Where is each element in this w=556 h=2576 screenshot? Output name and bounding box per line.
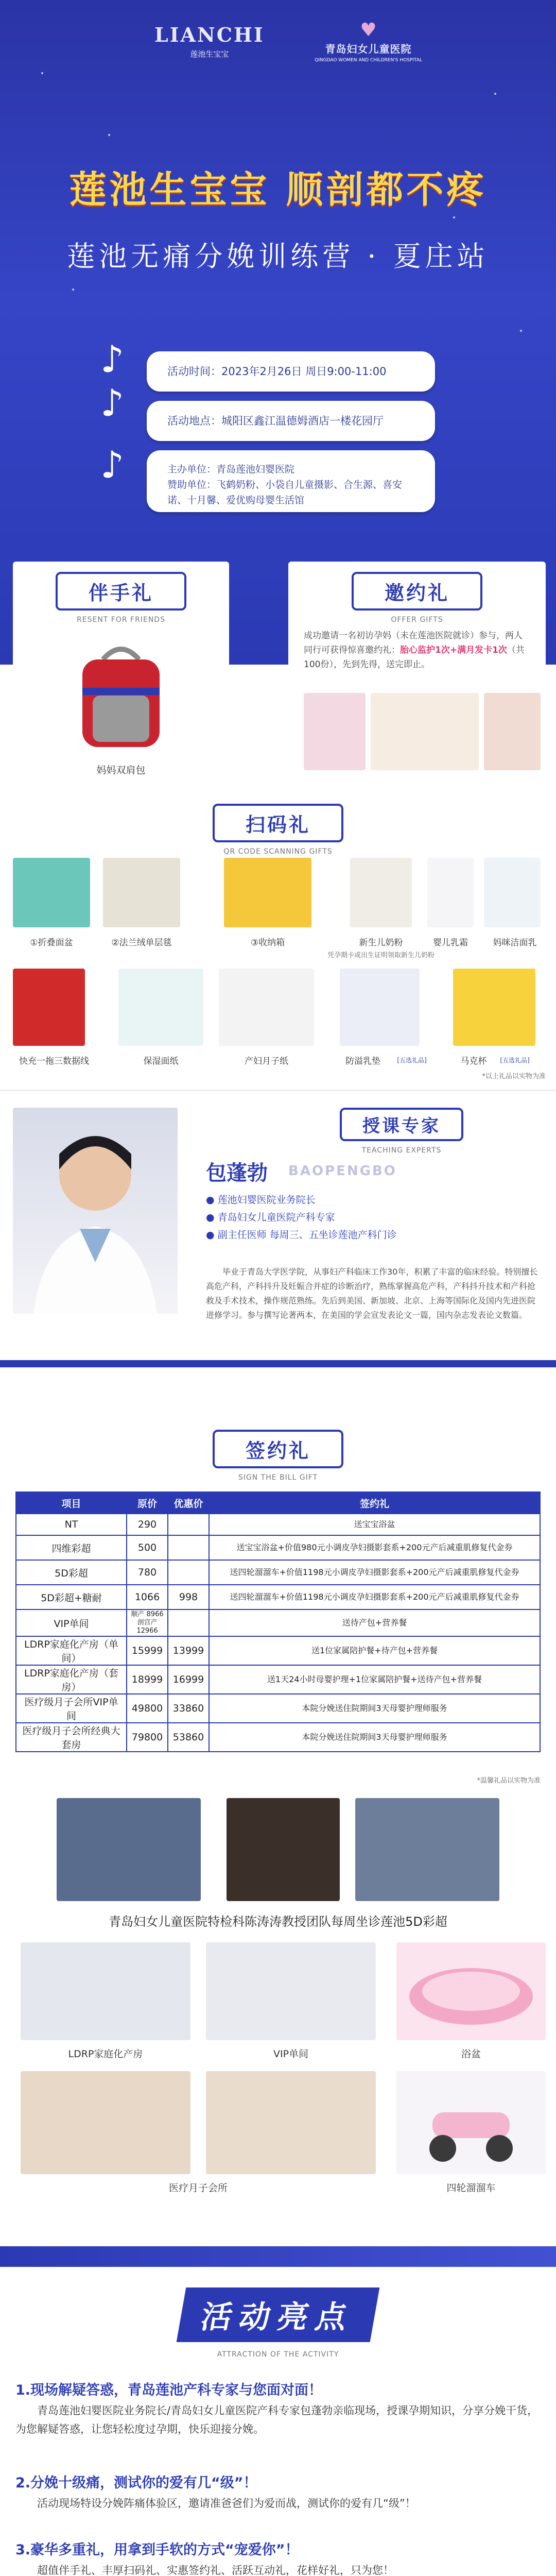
music-note-icon: ♪: [100, 381, 124, 425]
gift-basin-image: [13, 858, 90, 927]
baby-photo-image: [484, 693, 541, 770]
highlights-title: 活动亮点: [177, 2287, 380, 2342]
highlight-head: 3.豪华多重礼，用拿到手软的方式“宠爱你”！: [15, 2542, 299, 2558]
col-header: 优惠价: [168, 1492, 209, 1514]
table-row: [16, 1560, 540, 1585]
logo-cn: 莲池生宝宝: [190, 49, 229, 59]
expert-photo: [13, 1108, 178, 1314]
divider: [0, 1360, 556, 1367]
table-cell: 5D彩超: [16, 1560, 127, 1585]
expert-name-en: BAOPENGBO: [288, 1163, 397, 1179]
divider-bar: [0, 2246, 556, 2267]
table-cell: 送1位家属陪护餐+待产包+营养餐: [209, 1636, 540, 1665]
gift-milk-image: [350, 858, 412, 927]
expert-header: [309, 1108, 494, 1155]
highlight-item-2: [15, 2473, 541, 2513]
expert-name: 包蓬勃: [206, 1161, 268, 1185]
table-cell: LDRP家庭化产房（单间）: [16, 1636, 127, 1665]
highlight-item-3: [15, 2540, 541, 2576]
table-cell: 送待产包+营养餐: [209, 1609, 540, 1636]
expert-subtitle: TEACHING EXPERTS: [361, 1146, 442, 1155]
maternity-club-photo-2: [206, 2071, 376, 2174]
table-cell: NT: [16, 1514, 127, 1535]
table-cell: 49800: [127, 1694, 168, 1723]
gift-blanket-image: [103, 858, 180, 927]
table-cell: 本院分娩送住院期间3天母婴护理师服务: [209, 1723, 540, 1752]
time-box: [147, 351, 435, 392]
table-cell: 送四轮溜溜车+价值1198元小调皮孕妇摄影套系+200元产后减重肌修复代金券: [209, 1585, 540, 1609]
col-header: 项目: [16, 1492, 127, 1514]
invite-text: 成功邀请一名初访孕妈（未在莲池医院就诊）参与，两人同行可获得惊喜邀约礼：: [304, 631, 523, 655]
gift-label: ②法兰绒单层毯: [111, 938, 172, 948]
table-cell: 医疗级月子会所经典大套房: [16, 1723, 127, 1752]
sign-gift-table: [15, 1492, 541, 1752]
gallery-caption: 青岛妇女儿童医院特检科陈涛涛教授团队每周坐诊莲池5D彩超: [109, 1914, 447, 1929]
col-header: 原价: [127, 1492, 168, 1514]
expert-bio: 毕业于青岛大学医学院，从事妇产科临床工作30年，积累了丰富的临床经验。特别擅长高危产科，产科抖升及妊娠合并症的诊断治疗，熟练掌握高危产科，产科抖升技术和产科抢救及手术技术，操作规范熟练。先后到美国、新加坡、北京、上海等国际化及国内先进医院进修学习。参与撰写论著两本，在美国的学会宣发表论文一篇，国内杂志发表论文数篇。: [206, 1267, 538, 1320]
table-row: [16, 1665, 540, 1694]
expert-title-text: 莲池妇婴医院业务院长: [217, 1194, 316, 1206]
place-box: [147, 401, 435, 441]
table-cell: 送宝宝浴盆+价值980元小调皮孕妇摄影套系+200元产后减重肌修复代金券: [209, 1535, 540, 1560]
fetal-monitor-image: [304, 693, 366, 770]
maternity-club-photo: [21, 2071, 190, 2174]
highlight-body: 青岛莲池妇婴医院业务院长/青岛妇女儿童医院产科专家包蓬勃亲临现场，授课孕期知识，分享分娩干货，为您解疑答惑，让您轻松度过孕期，快乐迎接分娩。: [15, 2404, 538, 2435]
table-cell: 顺产 8966 剖宫产 12966: [127, 1609, 168, 1636]
lianchi-logo: [154, 23, 265, 59]
organizer-box: [147, 450, 435, 512]
sponsor: 赞助单位：飞鹤奶粉、小袋自儿童摄影、合生源、喜安诺、十月馨、爱优购母婴生活馆: [167, 479, 403, 506]
balance-car-photo: [396, 2071, 546, 2174]
host: 主办单位：青岛莲池妇婴医院: [167, 464, 295, 475]
table-cell: 998: [168, 1585, 209, 1609]
table-cell: 送1天24小时母婴护理+1位家属陪护餐+送待产包+营养餐: [209, 1665, 540, 1694]
invite-tail: （共100份），先到先得，送完即止。: [304, 645, 525, 670]
highlight-head: 2.分娩十级痛，测试你的爱有几“级”！: [15, 2475, 257, 2491]
hospital-logo: [315, 20, 422, 63]
photo-label: 浴盆: [461, 2048, 481, 2060]
table-cell: 500: [127, 1535, 168, 1560]
gift-paper-image: [219, 969, 314, 1046]
gift-label: 防溢乳垫: [345, 1056, 380, 1066]
sub-title: 莲池无痛分娩训练营 · 夏庄站: [67, 240, 489, 273]
table-cell: 33860: [168, 1694, 209, 1723]
5d-image-photo: [227, 1798, 340, 1901]
event-time: 活动时间：2023年2月26日 周日9:00-11:00: [167, 365, 387, 378]
logo-bar: [0, 20, 556, 63]
highlight-body: 活动现场特设分娩阵痛体验区，邀请准爸爸们为爱而战，测试你的爱有几“级”！: [37, 2497, 416, 2510]
table-cell: 送宝宝浴盆: [209, 1514, 540, 1535]
gift-label: ③收纳箱: [250, 938, 285, 948]
highlight-head: 1.现场解疑答惑，青岛莲池产科专家与您面对面！: [15, 2382, 323, 2398]
sign-gift-title: 签约礼: [213, 1430, 343, 1468]
highlights-subtitle: ATTRACTION OF THE ACTIVITY: [217, 2350, 339, 2359]
invite-gift-text: [304, 629, 530, 672]
photo-label: VIP单间: [273, 2048, 309, 2060]
table-cell: [168, 1560, 209, 1585]
table-row: [16, 1585, 540, 1609]
gift-cleanser-image: [484, 858, 541, 927]
scan-gift-subtitle: QR CODE SCANNING GIFTS: [223, 848, 333, 856]
gift-label: 产妇月子纸: [245, 1056, 288, 1066]
gift-label: 马克杯: [460, 1056, 487, 1066]
table-row: [16, 1514, 540, 1535]
hospital-en: QINGDAO WOMEN AND CHILDREN'S HOSPITAL: [315, 58, 422, 63]
table-cell: [168, 1535, 209, 1560]
gift-label: ①折叠面盆: [30, 938, 73, 948]
hospital-cn: 青岛妇女儿童医院: [325, 43, 412, 55]
expert-title-text: 副主任医师 每周三、五坐诊莲池产科门诊: [217, 1229, 397, 1241]
table-cell: 780: [127, 1560, 168, 1585]
expert-titles: [206, 1191, 535, 1244]
photo-label: 四轮溜溜车: [446, 2182, 496, 2194]
scan-gift-title: 扫码礼: [213, 804, 343, 842]
highlights-header: [0, 2287, 556, 2359]
bathtub-photo: [396, 1942, 546, 2040]
table-cell: 本院分娩送住院期间3天母婴护理师服务: [209, 1694, 540, 1723]
invite-gift-title: 邀约礼: [352, 572, 482, 611]
table-cell: [168, 1514, 209, 1535]
table-row: [16, 1723, 540, 1752]
table-cell: 16999: [168, 1665, 209, 1694]
table-cell: 15999: [127, 1636, 168, 1665]
gift-label: 新生儿奶粉: [359, 938, 403, 948]
table-cell: 13999: [168, 1636, 209, 1665]
table-row: [16, 1636, 540, 1665]
gift-cable-image: [13, 969, 85, 1046]
photo-label: 医疗月子会所: [168, 2182, 228, 2194]
invite-gift-subtitle: OFFER GIFTS: [391, 616, 443, 624]
hair-clip-image: [371, 693, 479, 770]
table-footnote: *温馨礼品以实物为准: [477, 1777, 541, 1785]
table-header-row: [16, 1492, 540, 1514]
gift-tag: [五选礼品]: [500, 1057, 530, 1064]
table-cell: 1066: [127, 1585, 168, 1609]
table-cell: VIP单间: [16, 1609, 127, 1636]
gift-tissue-image: [118, 969, 203, 1046]
companion-gift-subtitle: RESENT FOR FRIENDS: [77, 616, 165, 624]
sign-gift-subtitle: SIGN THE BILL GIFT: [238, 1473, 318, 1482]
milk-note: 凭孕期卡或出生证明领取新生儿奶粉: [327, 952, 435, 959]
highlight-body: 超值伴手礼、丰厚扫码礼、实惠签约礼、活跃互动礼，花样好礼，只为您！: [37, 2564, 394, 2576]
table-cell: 5D彩超+糖耐: [16, 1585, 127, 1609]
photo-label: LDRP家庭化产房: [68, 2048, 143, 2060]
main-title: 莲池生宝宝 顺剖都不疼: [69, 168, 487, 211]
gift-tag: [五选礼品]: [397, 1057, 427, 1064]
companion-gift-header: [13, 572, 229, 624]
table-cell: 18999: [127, 1665, 168, 1694]
gift-pad-image: [340, 969, 420, 1046]
music-note-icon: ♪: [100, 337, 124, 381]
bullet-icon: ●: [206, 1194, 218, 1206]
table-cell: 79800: [127, 1723, 168, 1752]
table-row: [16, 1535, 540, 1560]
gift-box-image: [224, 858, 311, 927]
backpack-caption: 妈妈双肩包: [96, 765, 146, 776]
ldrp-room-photo: [21, 1942, 190, 2040]
gift-label: 快充一拖三数据线: [19, 1056, 89, 1066]
gift-cream-image: [427, 858, 474, 927]
table-cell: [168, 1609, 209, 1636]
expert-title-line: [206, 1191, 535, 1209]
table-row: [16, 1609, 540, 1636]
table-cell: 送四轮溜溜车+价值1198元小调皮孕妇摄影套系+200元产后减重肌修复代金券: [209, 1560, 540, 1585]
expert-title-line: [206, 1209, 535, 1226]
exam-photo: [355, 1798, 499, 1901]
highlight-item-1: [15, 2380, 541, 2438]
table-cell: 53860: [168, 1723, 209, 1752]
ultrasound-photo: [57, 1798, 201, 1901]
bullet-icon: ●: [206, 1229, 218, 1241]
companion-gift-title: 伴手礼: [56, 572, 186, 611]
table-cell: 290: [127, 1514, 168, 1535]
expert-title: 授课专家: [340, 1108, 463, 1141]
scan-gift-header: [0, 804, 556, 856]
gift-footnote: *以上礼品以实物为准: [482, 1073, 546, 1080]
music-note-icon: ♪: [100, 443, 124, 486]
bullet-icon: ●: [206, 1212, 218, 1223]
vip-room-photo: [206, 1942, 376, 2040]
expert-title-text: 青岛妇女儿童医院产科专家: [217, 1212, 335, 1223]
col-header: 签约礼: [209, 1492, 540, 1514]
gift-label: 保湿面纸: [143, 1056, 179, 1066]
backpack-image: [72, 639, 170, 752]
expert-title-line: [206, 1226, 535, 1244]
table-cell: 四维彩超: [16, 1535, 127, 1560]
event-place: 活动地点：城阳区鑫江温德姆酒店一楼花园厅: [167, 415, 384, 427]
table-row: [16, 1694, 540, 1723]
gift-mug-image: [453, 969, 535, 1046]
logo-en: LIANCHI: [154, 23, 265, 46]
gift-label: 妈咪洁面乳: [493, 938, 537, 948]
heart-icon: ♥: [360, 20, 377, 41]
table-cell: LDRP家庭化产房（套房）: [16, 1665, 127, 1694]
sign-gift-header: [0, 1430, 556, 1482]
invite-highlight: 胎心监护1次+满月发卡1次: [400, 645, 507, 655]
invite-gift-header: [288, 572, 546, 624]
hero-section: [0, 0, 556, 665]
gift-label: 婴儿乳霜: [433, 938, 468, 948]
table-cell: 医疗级月子会所VIP单间: [16, 1694, 127, 1723]
